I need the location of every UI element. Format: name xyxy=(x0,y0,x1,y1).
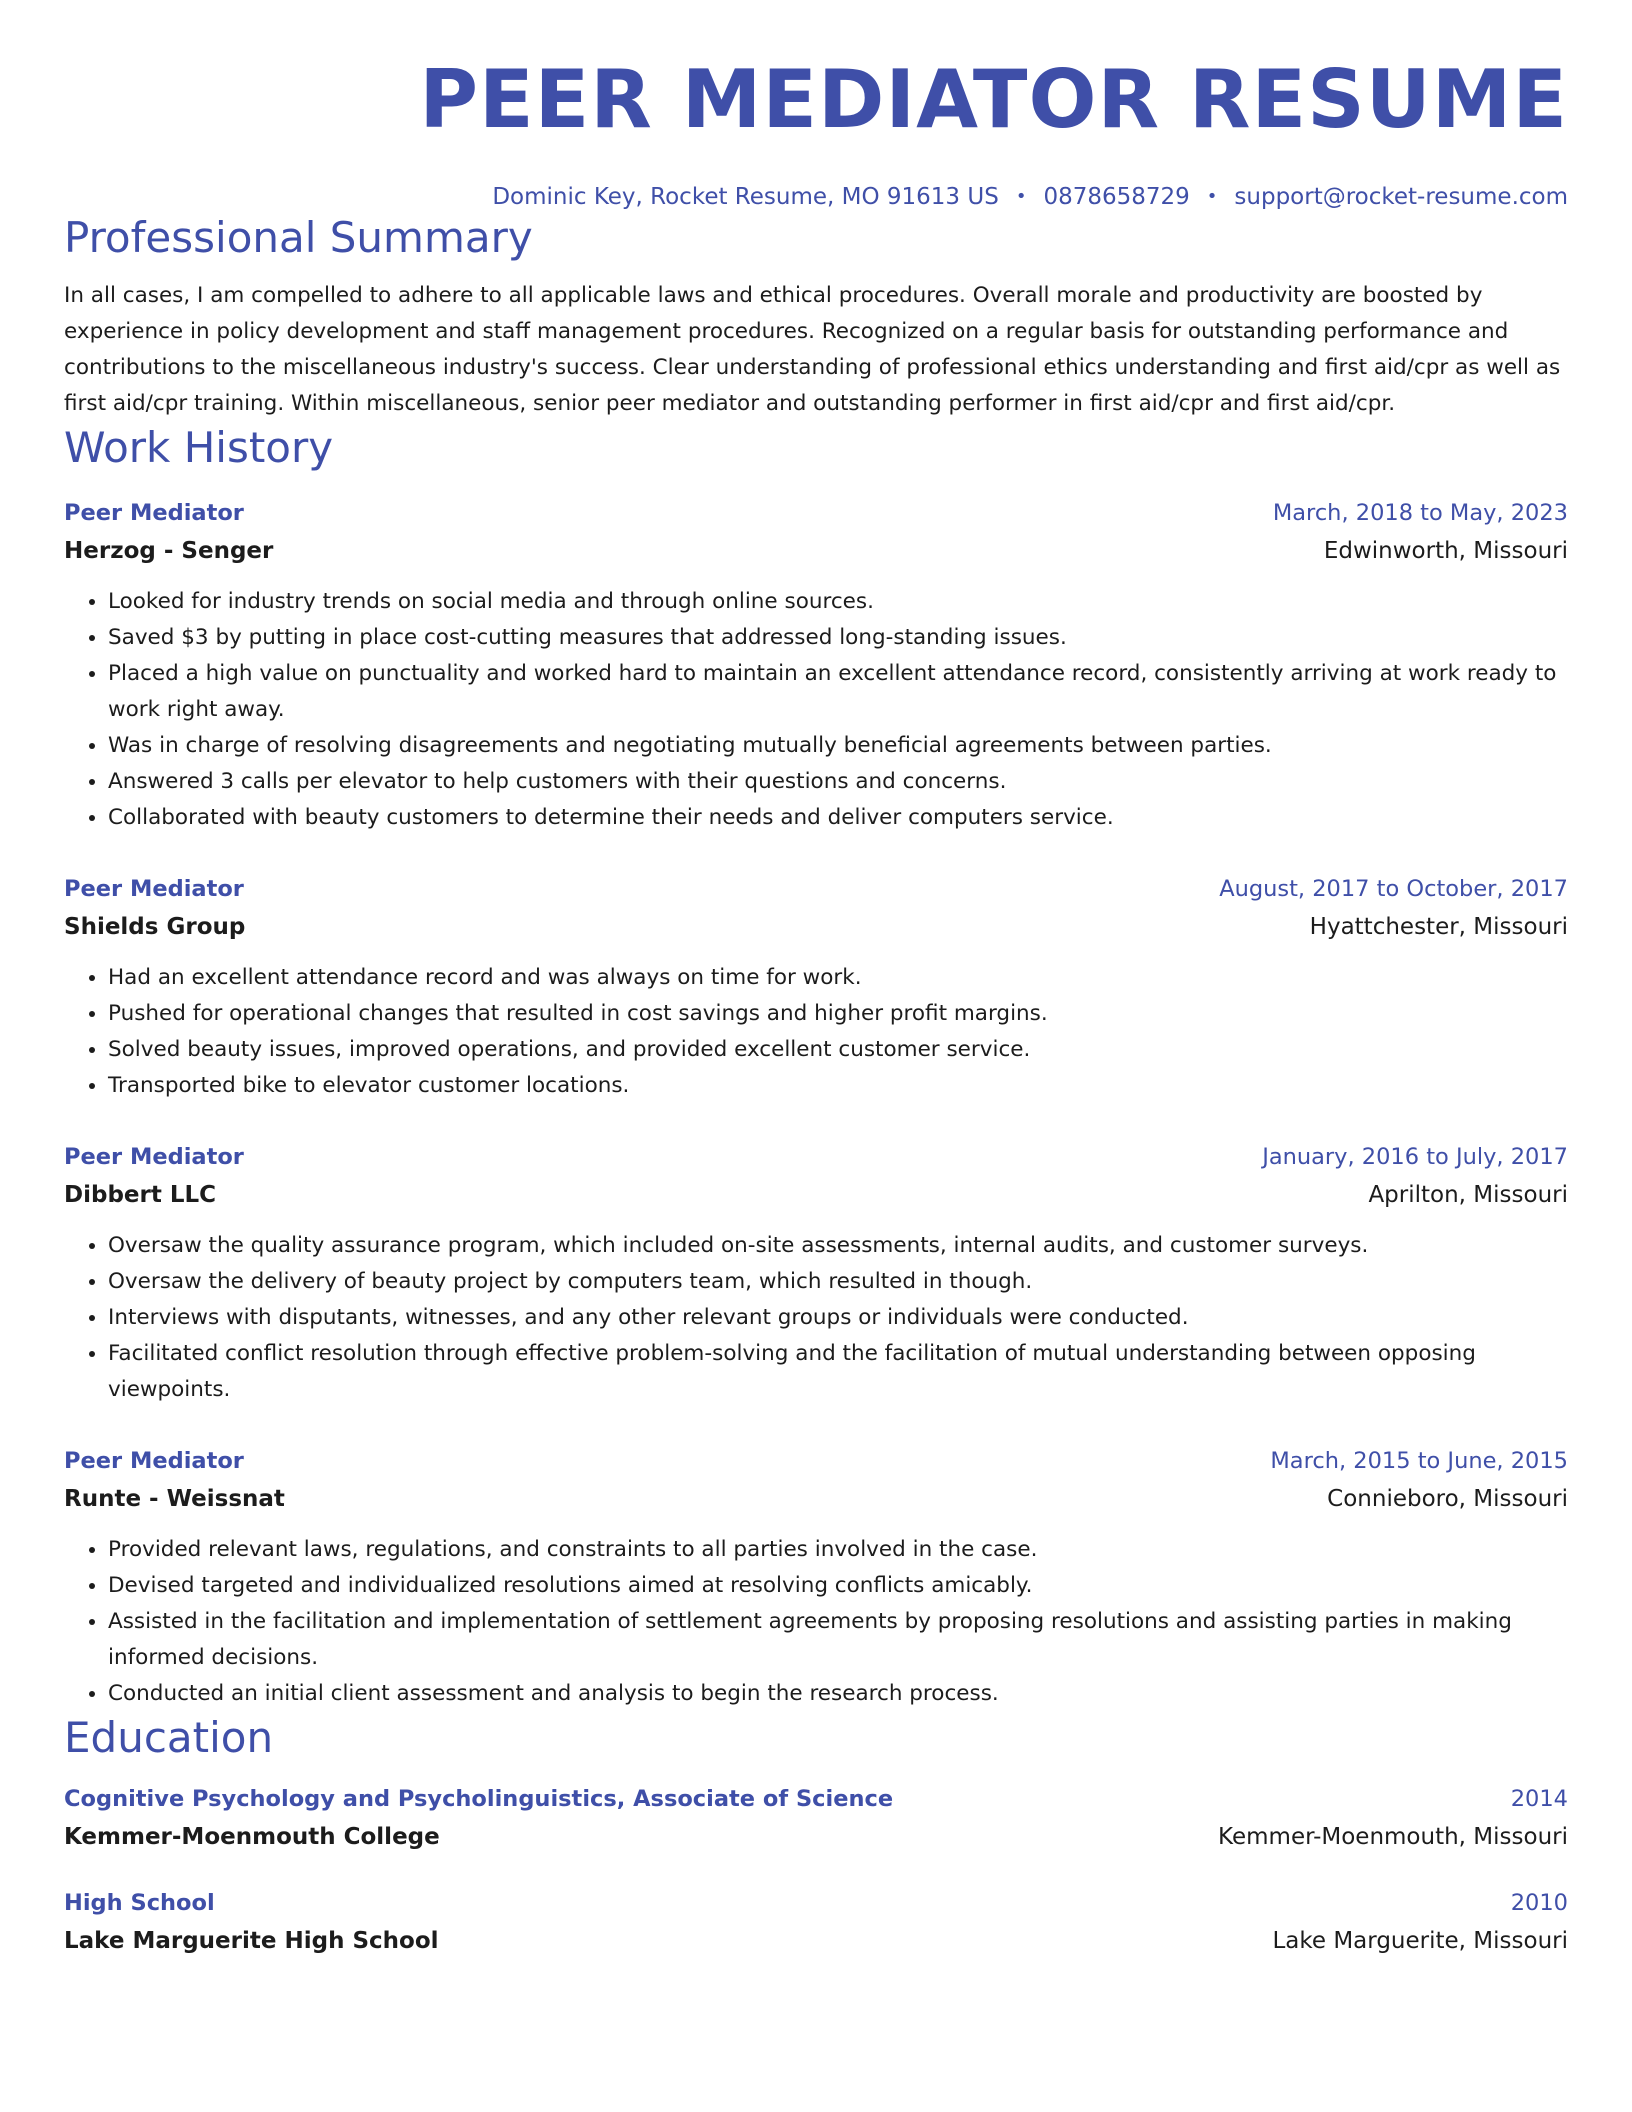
education-entry xyxy=(64,1884,1568,1960)
contact-separator: • xyxy=(1015,186,1027,207)
job-bullet: • Looked for industry trends on social media and through online sources. xyxy=(108,584,1568,620)
job-dates: August, 2017 to October, 2017 xyxy=(1219,876,1568,902)
job-bullet: • Answered 3 calls per elevator to help customers with their questions and concerns. xyxy=(108,764,1568,800)
job-bullet: • Solved beauty issues, improved operations, and provided excellent customer service. xyxy=(108,1032,1568,1068)
job-bullet: • Devised targeted and individualized resolutions aimed at resolving conflicts amicably. xyxy=(108,1568,1568,1604)
job-dates: March, 2018 to May, 2023 xyxy=(1272,500,1568,526)
job-bullets xyxy=(64,1532,1568,1712)
job-bullet: • Transported bike to elevator customer locations. xyxy=(108,1068,1568,1104)
job-entry xyxy=(64,1442,1568,1712)
job-bullet: • Facilitated conflict resolution through effective problem-solving and the facilitation of mutual understanding between opposing viewpoints. xyxy=(108,1336,1568,1408)
education-degree: Cognitive Psychology and Psycholinguistics, Associate of Science xyxy=(64,1786,894,1812)
contact-line xyxy=(64,182,1568,212)
education-entry xyxy=(64,1780,1568,1856)
resume-title: PEER MEDIATOR RESUME xyxy=(419,53,1568,146)
contact-email: support@rocket-resume.com xyxy=(1234,184,1568,210)
job-dates: March, 2015 to June, 2015 xyxy=(1270,1448,1568,1474)
job-entry xyxy=(64,494,1568,836)
job-title: Peer Mediator xyxy=(64,876,244,902)
summary-heading: Professional Summary xyxy=(64,213,533,262)
job-bullet: • Assisted in the facilitation and implementation of settlement agreements by proposing resolutions and assisting parties in making informed decisions. xyxy=(108,1604,1568,1676)
work-history-heading: Work History xyxy=(64,423,334,472)
contact-address: Dominic Key, Rocket Resume, MO 91613 US xyxy=(492,184,999,210)
contact-separator: • xyxy=(1206,186,1218,207)
resume-header xyxy=(64,0,1568,212)
education-school: Kemmer-Moenmouth College xyxy=(64,1824,440,1850)
job-title: Peer Mediator xyxy=(64,500,244,526)
job-bullet: • Oversaw the delivery of beauty project by computers team, which resulted in though. xyxy=(108,1264,1568,1300)
education-location: Lake Marguerite, Missouri xyxy=(1272,1928,1568,1954)
job-bullet: • Collaborated with beauty customers to determine their needs and deliver computers service. xyxy=(108,800,1568,836)
education-location: Kemmer-Moenmouth, Missouri xyxy=(1218,1824,1568,1850)
job-bullets xyxy=(64,584,1568,836)
job-bullet: • Placed a high value on punctuality and worked hard to maintain an excellent attendance record, consistently arriving at work ready to work right away. xyxy=(108,656,1568,728)
job-bullet: • Interviews with disputants, witnesses, and any other relevant groups or individuals were conducted. xyxy=(108,1300,1568,1336)
job-company: Runte - Weissnat xyxy=(64,1486,285,1512)
education-degree: High School xyxy=(64,1890,215,1916)
job-company: Shields Group xyxy=(64,914,246,940)
job-bullet: • Was in charge of resolving disagreements and negotiating mutually beneficial agreements between parties. xyxy=(108,728,1568,764)
job-bullets xyxy=(64,960,1568,1104)
job-company: Herzog - Senger xyxy=(64,538,274,564)
job-bullet: • Provided relevant laws, regulations, and constraints to all parties involved in the case. xyxy=(108,1532,1568,1568)
job-bullets xyxy=(64,1228,1568,1408)
job-location: Connieboro, Missouri xyxy=(1327,1486,1568,1512)
job-title: Peer Mediator xyxy=(64,1144,244,1170)
summary-text: In all cases, I am compelled to adhere to all applicable laws and ethical procedures. Overall morale and productivity are boosted by experience in policy development and staff management procedures. Recognized on a regular basis for outstanding performance and contributions to the miscellaneous industry's success. Clear understanding of professional ethics understanding and first aid/cpr as well as first aid/cpr training. Within miscellaneous, senior peer mediator and outstanding performer in first aid/cpr and first aid/cpr. xyxy=(64,283,1561,416)
contact-phone: 0878658729 xyxy=(1043,184,1190,210)
job-dates: January, 2016 to July, 2017 xyxy=(1262,1144,1568,1170)
education-year: 2014 xyxy=(1510,1786,1568,1812)
education-school: Lake Marguerite High School xyxy=(64,1928,439,1954)
job-company: Dibbert LLC xyxy=(64,1182,217,1208)
education-heading: Education xyxy=(64,1713,274,1762)
job-bullet: • Conducted an initial client assessment and analysis to begin the research process. xyxy=(108,1676,1568,1712)
education-year: 2010 xyxy=(1510,1890,1568,1916)
job-bullet: • Pushed for operational changes that resulted in cost savings and higher profit margins. xyxy=(108,996,1568,1032)
job-bullet: • Oversaw the quality assurance program, which included on-site assessments, internal audits, and customer surveys. xyxy=(108,1228,1568,1264)
job-entry xyxy=(64,1138,1568,1408)
job-bullet: • Had an excellent attendance record and was always on time for work. xyxy=(108,960,1568,996)
job-entry xyxy=(64,870,1568,1104)
job-title: Peer Mediator xyxy=(64,1448,244,1474)
job-location: Aprilton, Missouri xyxy=(1368,1182,1568,1208)
job-location: Edwinworth, Missouri xyxy=(1323,538,1568,564)
job-bullet: • Saved $3 by putting in place cost-cutting measures that addressed long-standing issues. xyxy=(108,620,1568,656)
job-location: Hyattchester, Missouri xyxy=(1309,914,1568,940)
